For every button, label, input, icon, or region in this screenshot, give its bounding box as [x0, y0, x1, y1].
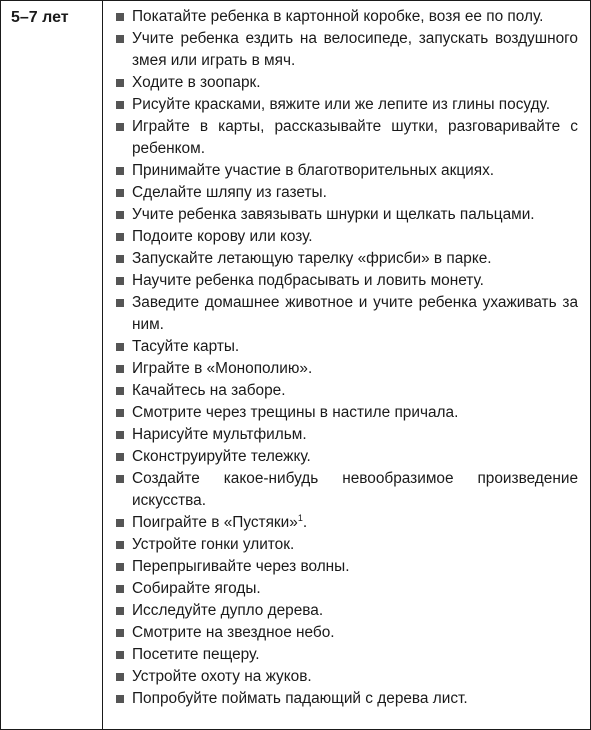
- square-bullet-icon: [116, 651, 124, 659]
- list-item: Качайтесь на заборе.: [115, 380, 578, 402]
- activities-column: [103, 1, 590, 729]
- square-bullet-icon: [116, 277, 124, 285]
- list-item: Создайте какое-нибудь невообразимое произведение искусства.: [115, 468, 578, 512]
- square-bullet-icon: [116, 255, 124, 263]
- list-item: Нарисуйте мультфильм.: [115, 424, 578, 446]
- square-bullet-icon: [116, 673, 124, 681]
- list-item: Перепрыгивайте через волны.: [115, 556, 578, 578]
- list-item: Рисуйте красками, вяжите или же лепите из глины посуду.: [115, 94, 578, 116]
- age-column: [1, 1, 103, 729]
- list-item: Учите ребенка ездить на велосипеде, запускать воздушного змея или играть в мяч.: [115, 28, 578, 72]
- square-bullet-icon: [116, 189, 124, 197]
- square-bullet-icon: [116, 541, 124, 549]
- age-group-label: 5–7 лет: [11, 9, 69, 26]
- square-bullet-icon: [116, 695, 124, 703]
- square-bullet-icon: [116, 13, 124, 21]
- list-item: Устройте гонки улиток.: [115, 534, 578, 556]
- square-bullet-icon: [116, 299, 124, 307]
- square-bullet-icon: [116, 123, 124, 131]
- list-item: Поиграйте в «Пустяки»$^1$.: [115, 512, 578, 534]
- list-item: Ходите в зоопарк.: [115, 72, 578, 94]
- activities-list: [115, 6, 578, 710]
- square-bullet-icon: [116, 629, 124, 637]
- square-bullet-icon: [116, 475, 124, 483]
- list-item: Посетите пещеру.: [115, 644, 578, 666]
- square-bullet-icon: [116, 167, 124, 175]
- square-bullet-icon: [116, 585, 124, 593]
- square-bullet-icon: [116, 35, 124, 43]
- list-item: Попробуйте поймать падающий с дерева лист.: [115, 688, 578, 710]
- list-item: Собирайте ягоды.: [115, 578, 578, 600]
- list-item: Подоите корову или козу.: [115, 226, 578, 248]
- list-item: Играйте в «Монополию».: [115, 358, 578, 380]
- list-item: Исследуйте дупло дерева.: [115, 600, 578, 622]
- list-item: Сделайте шляпу из газеты.: [115, 182, 578, 204]
- list-item: Учите ребенка завязывать шнурки и щелкать пальцами.: [115, 204, 578, 226]
- square-bullet-icon: [116, 519, 124, 527]
- list-item: Тасуйте карты.: [115, 336, 578, 358]
- list-item: Смотрите на звездное небо.: [115, 622, 578, 644]
- square-bullet-icon: [116, 101, 124, 109]
- square-bullet-icon: [116, 233, 124, 241]
- square-bullet-icon: [116, 607, 124, 615]
- square-bullet-icon: [116, 453, 124, 461]
- list-item: Запускайте летающую тарелку «фрисби» в парке.: [115, 248, 578, 270]
- square-bullet-icon: [116, 365, 124, 373]
- list-item: Устройте охоту на жуков.: [115, 666, 578, 688]
- list-item: Покатайте ребенка в картонной коробке, возя ее по полу.: [115, 6, 578, 28]
- square-bullet-icon: [116, 343, 124, 351]
- square-bullet-icon: [116, 431, 124, 439]
- list-item: Заведите домашнее животное и учите ребенка ухаживать за ним.: [115, 292, 578, 336]
- square-bullet-icon: [116, 79, 124, 87]
- square-bullet-icon: [116, 409, 124, 417]
- list-item: Играйте в карты, рассказывайте шутки, разговаривайте с ребенком.: [115, 116, 578, 160]
- list-item: Принимайте участие в благотворительных акциях.: [115, 160, 578, 182]
- list-item: Смотрите через трещины в настиле причала.: [115, 402, 578, 424]
- square-bullet-icon: [116, 211, 124, 219]
- footnote-marker: 1: [297, 512, 303, 523]
- list-item: Сконструируйте тележку.: [115, 446, 578, 468]
- square-bullet-icon: [116, 387, 124, 395]
- list-item: Научите ребенка подбрасывать и ловить монету.: [115, 270, 578, 292]
- square-bullet-icon: [116, 563, 124, 571]
